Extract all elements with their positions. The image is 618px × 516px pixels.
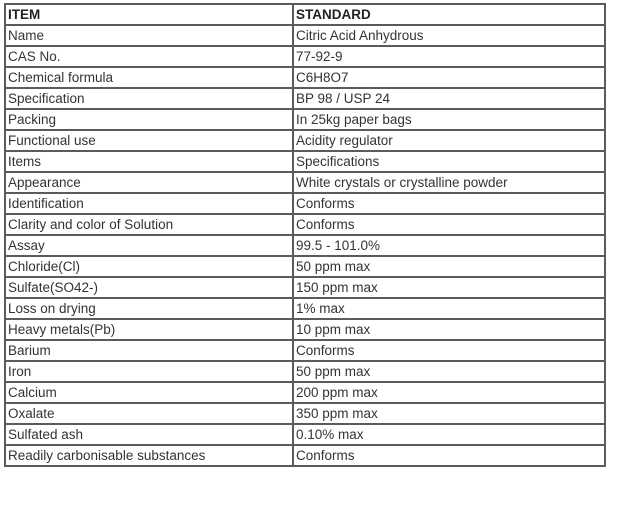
item-cell: Name xyxy=(5,25,293,46)
standard-cell: Conforms xyxy=(293,445,605,466)
item-cell: Assay xyxy=(5,235,293,256)
item-cell: Readily carbonisable substances xyxy=(5,445,293,466)
spec-table xyxy=(4,3,606,467)
header-standard: STANDARD xyxy=(293,4,605,25)
item-cell: Barium xyxy=(5,340,293,361)
table-row xyxy=(5,235,605,256)
standard-cell: 77-92-9 xyxy=(293,46,605,67)
item-cell: Clarity and color of Solution xyxy=(5,214,293,235)
standard-cell: 99.5 - 101.0% xyxy=(293,235,605,256)
table-row xyxy=(5,67,605,88)
header-item: ITEM xyxy=(5,4,293,25)
table-row xyxy=(5,256,605,277)
item-cell: Items xyxy=(5,151,293,172)
standard-cell: Specifications xyxy=(293,151,605,172)
standard-cell: Conforms xyxy=(293,340,605,361)
item-cell: Chloride(Cl) xyxy=(5,256,293,277)
item-cell: Calcium xyxy=(5,382,293,403)
table-row xyxy=(5,361,605,382)
item-cell: Loss on drying xyxy=(5,298,293,319)
table-row xyxy=(5,88,605,109)
standard-cell: 1% max xyxy=(293,298,605,319)
standard-cell: Acidity regulator xyxy=(293,130,605,151)
standard-cell: 350 ppm max xyxy=(293,403,605,424)
item-cell: Chemical formula xyxy=(5,67,293,88)
standard-cell: BP 98 / USP 24 xyxy=(293,88,605,109)
table-row xyxy=(5,319,605,340)
standard-cell: 50 ppm max xyxy=(293,361,605,382)
table-row xyxy=(5,130,605,151)
item-cell: Iron xyxy=(5,361,293,382)
table-row xyxy=(5,109,605,130)
standard-cell: Conforms xyxy=(293,214,605,235)
item-cell: Sulfate(SO42-) xyxy=(5,277,293,298)
table-row xyxy=(5,445,605,466)
standard-cell: 200 ppm max xyxy=(293,382,605,403)
table-row xyxy=(5,46,605,67)
table-row xyxy=(5,298,605,319)
standard-cell: 10 ppm max xyxy=(293,319,605,340)
item-cell: Sulfated ash xyxy=(5,424,293,445)
standard-cell: C6H8O7 xyxy=(293,67,605,88)
item-cell: CAS No. xyxy=(5,46,293,67)
standard-cell: Conforms xyxy=(293,193,605,214)
standard-cell: White crystals or crystalline powder xyxy=(293,172,605,193)
table-row xyxy=(5,151,605,172)
standard-cell: 50 ppm max xyxy=(293,256,605,277)
item-cell: Appearance xyxy=(5,172,293,193)
table-header-row xyxy=(5,4,605,25)
table-row xyxy=(5,340,605,361)
table-row xyxy=(5,25,605,46)
table-row xyxy=(5,172,605,193)
table-row xyxy=(5,193,605,214)
table-row xyxy=(5,382,605,403)
table-row xyxy=(5,403,605,424)
standard-cell: In 25kg paper bags xyxy=(293,109,605,130)
item-cell: Packing xyxy=(5,109,293,130)
item-cell: Heavy metals(Pb) xyxy=(5,319,293,340)
standard-cell: 0.10% max xyxy=(293,424,605,445)
table-row xyxy=(5,277,605,298)
item-cell: Functional use xyxy=(5,130,293,151)
standard-cell: 150 ppm max xyxy=(293,277,605,298)
item-cell: Identification xyxy=(5,193,293,214)
item-cell: Oxalate xyxy=(5,403,293,424)
item-cell: Specification xyxy=(5,88,293,109)
standard-cell: Citric Acid Anhydrous xyxy=(293,25,605,46)
table-row xyxy=(5,214,605,235)
table-row xyxy=(5,424,605,445)
